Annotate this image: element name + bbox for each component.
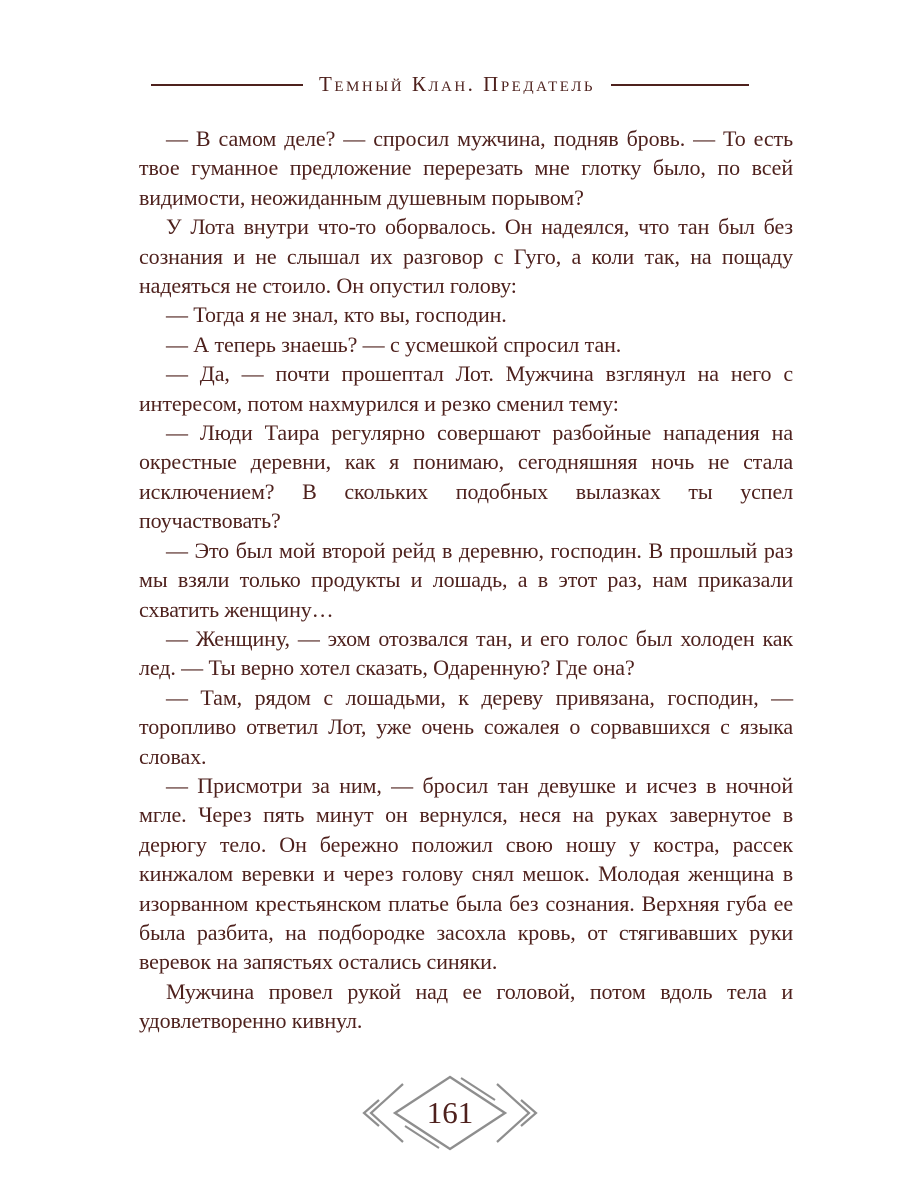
paragraph: — Присмотри за ним, — бросил тан девушке и исчез в ночной мгле. Через пять минут он вернулся, неся на руках завернутое в дерюгу тело. Он бережно положил свою ношу у костра, рассек кинжалом веревки и через голову снял мешок. Молодая женщина в изорванном крестьянском платье была без сознания. Верхняя губа ее была разбита, на подбородке засохла кровь, от стягивавших руки веревок на запястьях остались синяки. [139,772,793,975]
paragraph: — Люди Таира регулярно совершают разбойные нападения на окрестные деревни, как я понимаю, сегодняшняя ночь не стала исключением? В скольких подобных вылазках ты успел поучаствовать? [139,420,793,534]
header-rule-left [151,84,303,86]
paragraph: — В самом деле? — спросил мужчина, подняв бровь. — То есть твое гуманное предложение перерезать мне глотку было, по всей видимости, неожиданным душевным порывом? [139,126,793,210]
paragraph: Мужчина провел рукой над ее головой, потом вдоль тела и удовлетворенно кивнул. [139,978,793,1034]
paragraph: — Женщину, — эхом отозвался тан, и его голос был холоден как лед. — Ты верно хотел сказать, Одаренную? Где она? [139,625,793,681]
paragraph: — Тогда я не знал, кто вы, господин. [166,302,507,328]
paragraph: — Это был мой второй рейд в деревню, господин. В прошлый раз мы взяли только продукты и лошадь, а в этот раз, нам приказали схватить женщину… [139,537,793,622]
page-number-ornament [343,1074,557,1152]
header-rule-right [611,84,749,86]
paragraph: — А теперь знаешь? — с усмешкой спросил тан. [166,331,622,357]
paragraph: — Да, — почти прошептал Лот. Мужчина взглянул на него с интересом, потом нахмурился и резко сменил тему: [139,361,793,416]
book-title: Темный Клан. Предатель [319,72,595,96]
page-footer [0,1074,900,1152]
body-text [139,124,793,1036]
running-header [0,72,900,97]
paragraph: У Лота внутри что-то оборвалось. Он надеялся, что тан был без сознания и не слышал их разговор с Гуго, а коли так, на пощаду надеяться не стоило. Он опустил голову: [139,214,793,299]
right-chevron-inner-icon [497,1084,529,1142]
left-chevron-inner-icon [371,1084,403,1142]
paragraph: — Там, рядом с лошадьми, к дереву привязана, господин, — торопливо ответил Лот, уже очень сожалея о сорвавшихся с языка словах. [139,684,793,769]
page-number: 161 [426,1095,474,1130]
